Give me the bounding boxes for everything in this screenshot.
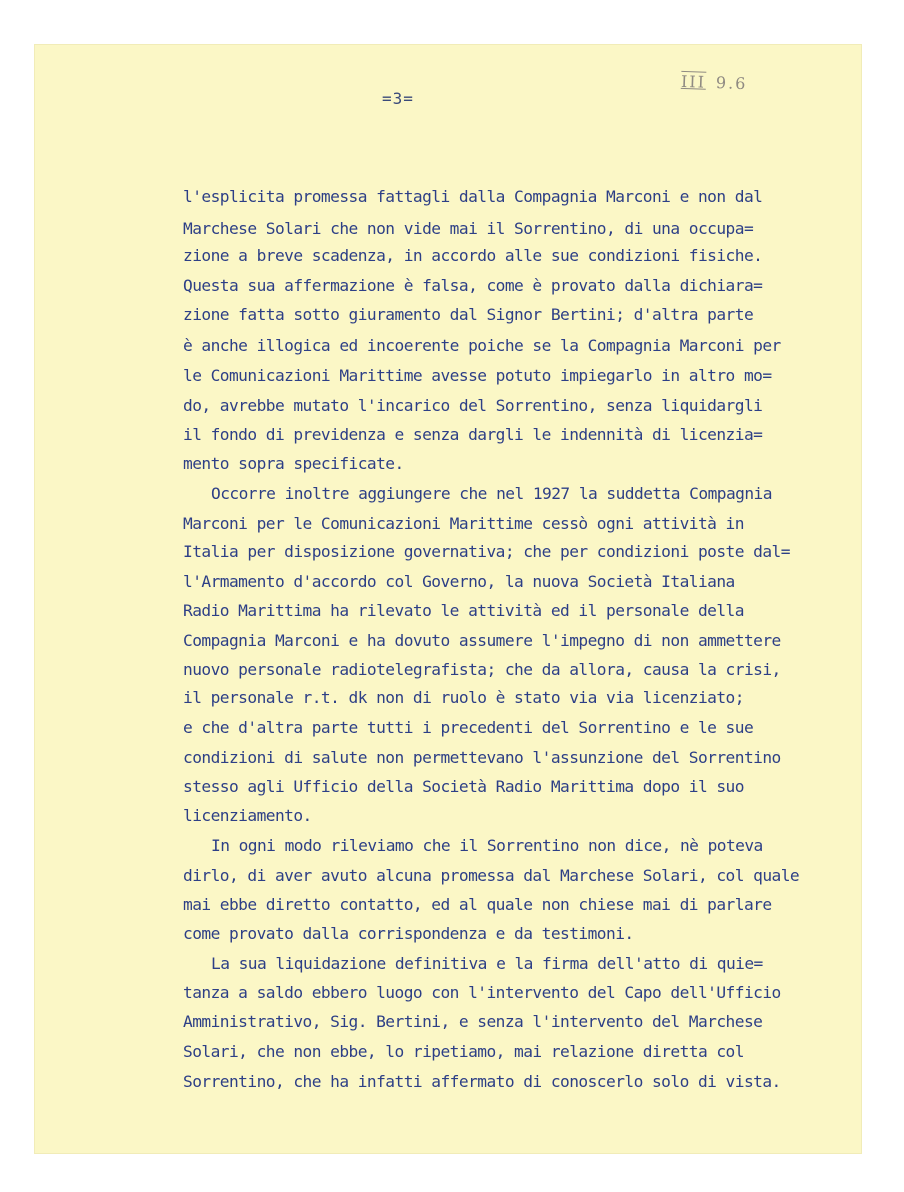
text-line: Solari, che non ebbe, lo ripetiamo, mai relazione diretta col — [183, 1042, 744, 1061]
text-line: Italia per disposizione governativa; che per condizioni poste dal= — [183, 542, 790, 561]
text-line: il personale r.t. dk non di ruolo è stato via via licenziato; — [183, 688, 744, 707]
text-line: Marchese Solari che non vide mai il Sorrentino, di una occupa= — [183, 219, 754, 238]
text-line: come provato dalla corrispondenza e da testimoni. — [183, 924, 634, 943]
text-line: do, avrebbe mutato l'incarico del Sorrentino, senza liquidargli — [183, 396, 763, 415]
text-line: Sorrentino, che ha infatti affermato di conoscerlo solo di vista. — [183, 1072, 781, 1091]
text-line: nuovo personale radiotelegrafista; che da allora, causa la crisi, — [183, 660, 781, 679]
text-line: le Comunicazioni Marittime avesse potuto impiegarlo in altro mo= — [183, 366, 772, 385]
text-line: è anche illogica ed incoerente poiche se la Compagnia Marconi per — [183, 336, 781, 355]
text-line: licenziamento. — [183, 806, 312, 825]
page-number: =3= — [382, 89, 414, 108]
text-line: La sua liquidazione definitiva e la firma dell'atto di quie= — [211, 954, 763, 973]
text-line: dirlo, di aver avuto alcuna promessa dal Marchese Solari, col quale — [183, 866, 800, 885]
text-line: condizioni di salute non permettevano l'assunzione del Sorrentino — [183, 748, 781, 767]
text-line: tanza a saldo ebbero luogo con l'intervento del Capo dell'Ufficio — [183, 983, 781, 1002]
archive-mark-numbers: 9.6 — [715, 73, 748, 94]
text-line: l'Armamento d'accordo col Governo, la nuova Società Italiana — [183, 572, 735, 591]
text-line: zione a breve scadenza, in accordo alle sue condizioni fisiche. — [183, 246, 763, 265]
text-line: zione fatta sotto giuramento dal Signor Bertini; d'altra parte — [183, 305, 754, 324]
text-line: In ogni modo rileviamo che il Sorrentino non dice, nè poteva — [211, 836, 763, 855]
text-line: Compagnia Marconi e ha dovuto assumere l'impegno di non ammettere — [183, 631, 781, 650]
text-line: l'esplicita promessa fattagli dalla Compagnia Marconi e non dal — [183, 187, 763, 206]
text-line: Amministrativo, Sig. Bertini, e senza l'intervento del Marchese — [183, 1012, 763, 1031]
text-line: Questa sua affermazione è falsa, come è provato dalla dichiara= — [183, 276, 763, 295]
text-line: Marconi per le Comunicazioni Marittime cessò ogni attività in — [183, 514, 744, 533]
text-line: mento sopra specificate. — [183, 454, 404, 473]
text-line: Radio Marittima ha rilevato le attività ed il personale della — [183, 601, 744, 620]
text-line: Occorre inoltre aggiungere che nel 1927 la suddetta Compagnia — [211, 484, 772, 503]
text-line: mai ebbe diretto contatto, ed al quale non chiese mai di parlare — [183, 895, 772, 914]
text-line: e che d'altra parte tutti i precedenti del Sorrentino e le sue — [183, 718, 754, 737]
text-line: il fondo di previdenza e senza dargli le indennità di licenzia= — [183, 425, 763, 444]
archive-mark-roman: III — [680, 71, 707, 92]
text-line: stesso agli Ufficio della Società Radio Marittima dopo il suo — [183, 777, 744, 796]
